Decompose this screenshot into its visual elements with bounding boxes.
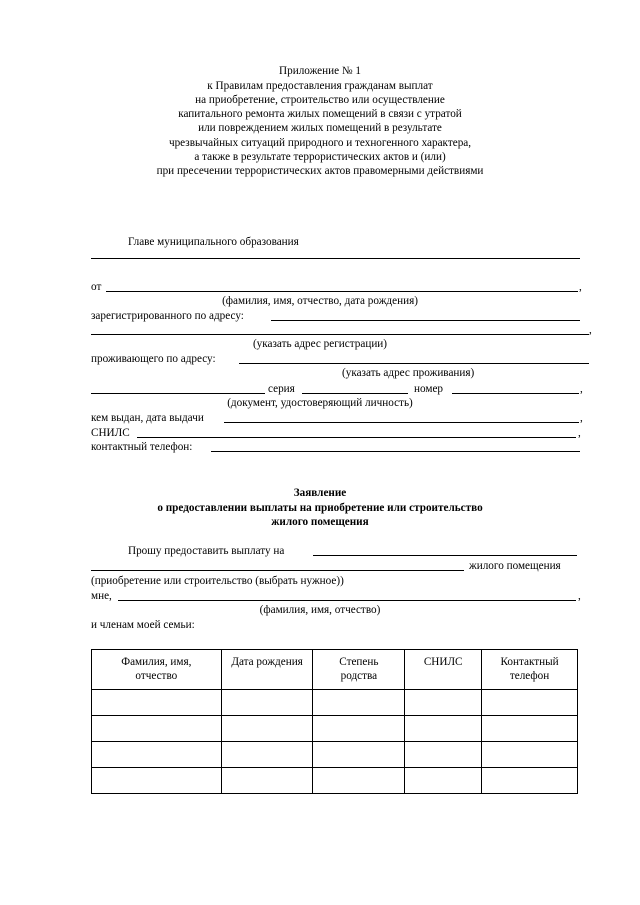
family-members-table [91, 649, 578, 794]
from-label: от [91, 281, 102, 293]
table-cell[interactable] [313, 716, 405, 742]
addressee-name-line[interactable] [91, 258, 580, 259]
column-header-snils [405, 650, 482, 690]
table-cell[interactable] [482, 742, 578, 768]
header-text: Фамилия, имя, [121, 656, 192, 668]
comma: , [578, 590, 581, 602]
table-row [92, 716, 578, 742]
me-field-line[interactable] [118, 600, 576, 601]
addressee-to-label: Главе муниципального образования [128, 236, 299, 248]
table-cell[interactable] [482, 768, 578, 794]
registered-field-line-2[interactable] [91, 334, 589, 335]
comma: , [580, 412, 583, 424]
header-line-8: при пресечении террористических актов правомерными действиями [156, 165, 484, 177]
header-text: Дата рождения [231, 656, 303, 668]
number-field-line[interactable] [452, 393, 579, 394]
snils-label: СНИЛС [91, 427, 130, 439]
document-field-line[interactable] [91, 393, 265, 394]
header-text: телефон [509, 670, 550, 682]
table-cell[interactable] [221, 742, 313, 768]
living-hint: (указать адрес проживания) [342, 367, 475, 379]
table-header-row [92, 650, 578, 690]
me-label: мне, [91, 590, 112, 602]
issued-field-line[interactable] [224, 422, 579, 423]
header-line-1: Приложение № 1 [279, 65, 361, 77]
living-field-line[interactable] [239, 363, 589, 364]
housing-label: жилого помещения [469, 560, 561, 572]
statement-subtitle-1: о предоставлении выплаты на приобретение или строительство [157, 502, 483, 514]
header-line-5: или повреждением жилых помещений в результате [198, 122, 442, 134]
number-label: номер [414, 383, 444, 395]
comma: , [580, 383, 583, 395]
table-cell[interactable] [405, 690, 482, 716]
table-row [92, 690, 578, 716]
series-label: серия [268, 383, 295, 395]
family-label: и членам моей семьи: [91, 619, 195, 631]
phone-field-line[interactable] [211, 451, 580, 452]
snils-field-line[interactable] [137, 437, 576, 438]
header-text: Контактный [500, 656, 559, 668]
document-hint: (документ, удостоверяющий личность) [227, 397, 413, 409]
statement-title: Заявление [293, 487, 347, 499]
column-header-fio [92, 650, 222, 690]
table-cell[interactable] [92, 690, 222, 716]
header-line-2: к Правилам предоставления гражданам выплат [207, 80, 433, 92]
phone-label: контактный телефон: [91, 441, 193, 453]
header-line-4: капитального ремонта жилых помещений в связи с утратой [178, 108, 462, 120]
table-cell[interactable] [313, 768, 405, 794]
table-cell[interactable] [405, 742, 482, 768]
table-row [92, 742, 578, 768]
registered-field-line[interactable] [271, 320, 580, 321]
table-cell[interactable] [92, 768, 222, 794]
header-text: СНИЛС [423, 656, 463, 668]
column-header-relation [313, 650, 405, 690]
from-hint: (фамилия, имя, отчество, дата рождения) [222, 295, 418, 307]
request-field-line-2[interactable] [91, 570, 464, 571]
table-cell[interactable] [221, 716, 313, 742]
registered-hint: (указать адрес регистрации) [252, 338, 388, 350]
table-cell[interactable] [313, 690, 405, 716]
comma: , [579, 281, 582, 293]
choose-hint: (приобретение или строительство (выбрать нужное)) [91, 575, 344, 587]
table-row [92, 768, 578, 794]
column-header-birthdate [221, 650, 313, 690]
table-cell[interactable] [92, 716, 222, 742]
comma: , [578, 427, 581, 439]
table-cell[interactable] [92, 742, 222, 768]
request-field-line[interactable] [313, 555, 577, 556]
header-text: отчество [135, 670, 178, 682]
header-line-7: а также в результате террористических актов и (или) [194, 151, 446, 163]
living-label: проживающего по адресу: [91, 353, 216, 365]
registered-label: зарегистрированного по адресу: [91, 310, 244, 322]
comma: , [589, 324, 592, 336]
table-cell[interactable] [313, 742, 405, 768]
table-cell[interactable] [482, 716, 578, 742]
from-field-line[interactable] [106, 291, 578, 292]
table-cell[interactable] [221, 768, 313, 794]
header-text: Степень [339, 656, 379, 668]
table-cell[interactable] [482, 690, 578, 716]
table-cell[interactable] [221, 690, 313, 716]
issued-label: кем выдан, дата выдачи [91, 412, 204, 424]
header-text: родства [340, 670, 378, 682]
table-cell[interactable] [405, 716, 482, 742]
column-header-phone [482, 650, 578, 690]
statement-subtitle-2: жилого помещения [271, 516, 369, 528]
series-field-line[interactable] [302, 393, 408, 394]
header-line-3: на приобретение, строительство или осуществление [195, 94, 445, 106]
fio-hint: (фамилия, имя, отчество) [259, 604, 381, 616]
header-line-6: чрезвычайных ситуаций природного и техногенного характера, [168, 137, 472, 149]
table-cell[interactable] [405, 768, 482, 794]
request-label: Прошу предоставить выплату на [128, 545, 285, 557]
